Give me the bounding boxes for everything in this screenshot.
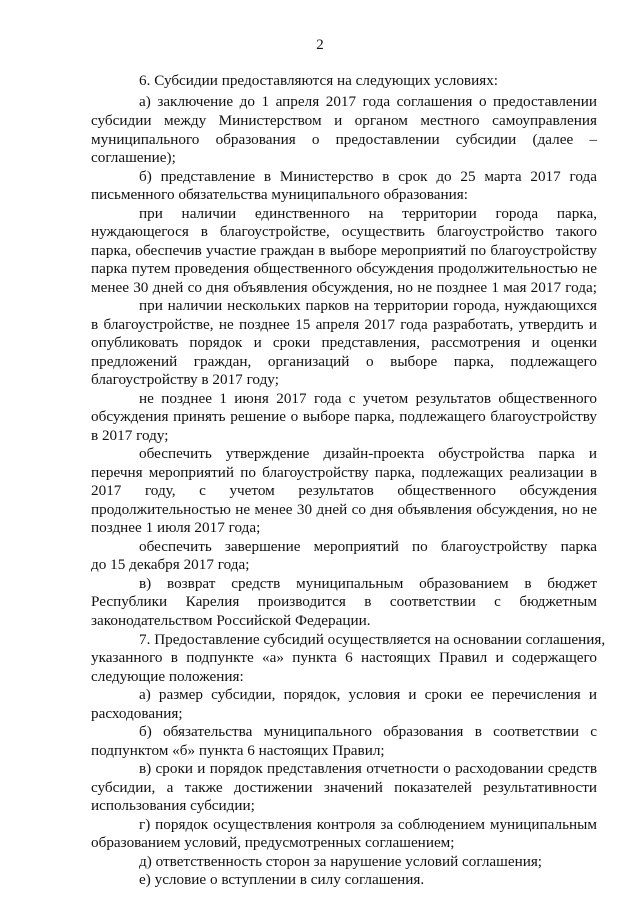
text-line: продолжительностью не менее 30 дней со дня объявления обсуждения, но не — [91, 501, 597, 518]
text-line: следующие положения: — [91, 668, 244, 685]
text-line: парка, обеспечив участие граждан в выборе мероприятий по благоустройству — [91, 242, 597, 259]
text-line: д) ответственность сторон за нарушение условий соглашения; — [139, 853, 543, 870]
text-line: субсидии между Министерством и органом местного самоуправления — [91, 112, 597, 129]
text-line: законодательством Российской Федерации. — [91, 612, 371, 629]
text-line: е) условие о вступлении в силу соглашения. — [139, 871, 425, 888]
text-line: г) порядок осуществления контроля за соблюдением муниципальным — [139, 816, 597, 833]
text-line: нуждающегося в благоустройстве, осуществить благоустройство такого — [91, 223, 597, 240]
text-line: менее 30 дней со дня объявления обсуждения, но не позднее 1 мая 2017 года; — [91, 279, 597, 296]
text-line: в) возврат средств муниципальным образованием в бюджет — [139, 575, 597, 592]
text-line: образованием условий, предусмотренных соглашением; — [91, 834, 455, 851]
text-line: обеспечить завершение мероприятий по благоустройству парка — [139, 538, 597, 555]
text-line: благоустройству в 2017 году; — [91, 371, 279, 388]
text-line: соглашение); — [91, 149, 176, 166]
text-line: Республики Карелия производится в соответствии с бюджетным — [91, 593, 597, 610]
text-line: в благоустройстве, не позднее 15 апреля 2017 года разработать, утвердить и — [91, 316, 597, 333]
text-line: при наличии единственного на территории города парка, — [139, 205, 597, 222]
text-line: не позднее 1 июня 2017 года с учетом результатов общественного — [139, 390, 597, 407]
text-line: расходования; — [91, 705, 183, 722]
text-line: обсуждения принять решение о выборе парка, подлежащего благоустройству — [91, 408, 597, 425]
text-line: парка путем проведения общественного обсуждения продолжительностью не — [91, 260, 597, 277]
text-line: до 15 декабря 2017 года; — [91, 556, 250, 573]
text-line: при наличии нескольких парков на территории города, нуждающихся — [139, 297, 597, 314]
page-number: 2 — [316, 37, 324, 53]
text-line: обеспечить утверждение дизайн-проекта обустройства парка и — [139, 445, 597, 462]
text-line: муниципального образования о предоставлении субсидии (далее – — [91, 131, 597, 148]
text-line: использования субсидии; — [91, 797, 255, 814]
text-line: б) представление в Министерство в срок до 25 марта 2017 года — [139, 168, 597, 185]
text-line: 2017 году, с учетом результатов общественного обсуждения — [91, 482, 597, 499]
text-line: в 2017 году; — [91, 427, 169, 444]
text-line: указанного в подпункте «а» пункта 6 настоящих Правил и содержащего — [91, 649, 597, 666]
text-line: 7. Предоставление субсидий осуществляется на основании соглашения, — [139, 631, 606, 648]
text-line: 6. Субсидии предоставляются на следующих условиях: — [139, 72, 499, 89]
text-line: б) обязательства муниципального образования в соответствии с — [139, 723, 597, 740]
text-line: опубликовать порядок и сроки представления, рассмотрения и оценки — [91, 334, 597, 351]
text-line: письменного обязательства муниципального образования: — [91, 186, 468, 203]
text-line: предложений граждан, организаций о выборе парка, подлежащего — [91, 353, 597, 370]
text-line: а) заключение до 1 апреля 2017 года соглашения о предоставлении — [139, 93, 597, 110]
text-line: а) размер субсидии, порядок, условия и сроки ее перечисления и — [139, 686, 597, 703]
text-line: субсидии, а также достижении значений показателей результативности — [91, 779, 597, 796]
text-line: перечня мероприятий по благоустройству парка, подлежащих реализации в — [91, 464, 597, 481]
text-line: позднее 1 июля 2017 года; — [91, 519, 261, 536]
text-line: подпунктом «б» пункта 6 настоящих Правил; — [91, 742, 385, 759]
text-line: в) сроки и порядок представления отчетности о расходовании средств — [139, 760, 597, 777]
